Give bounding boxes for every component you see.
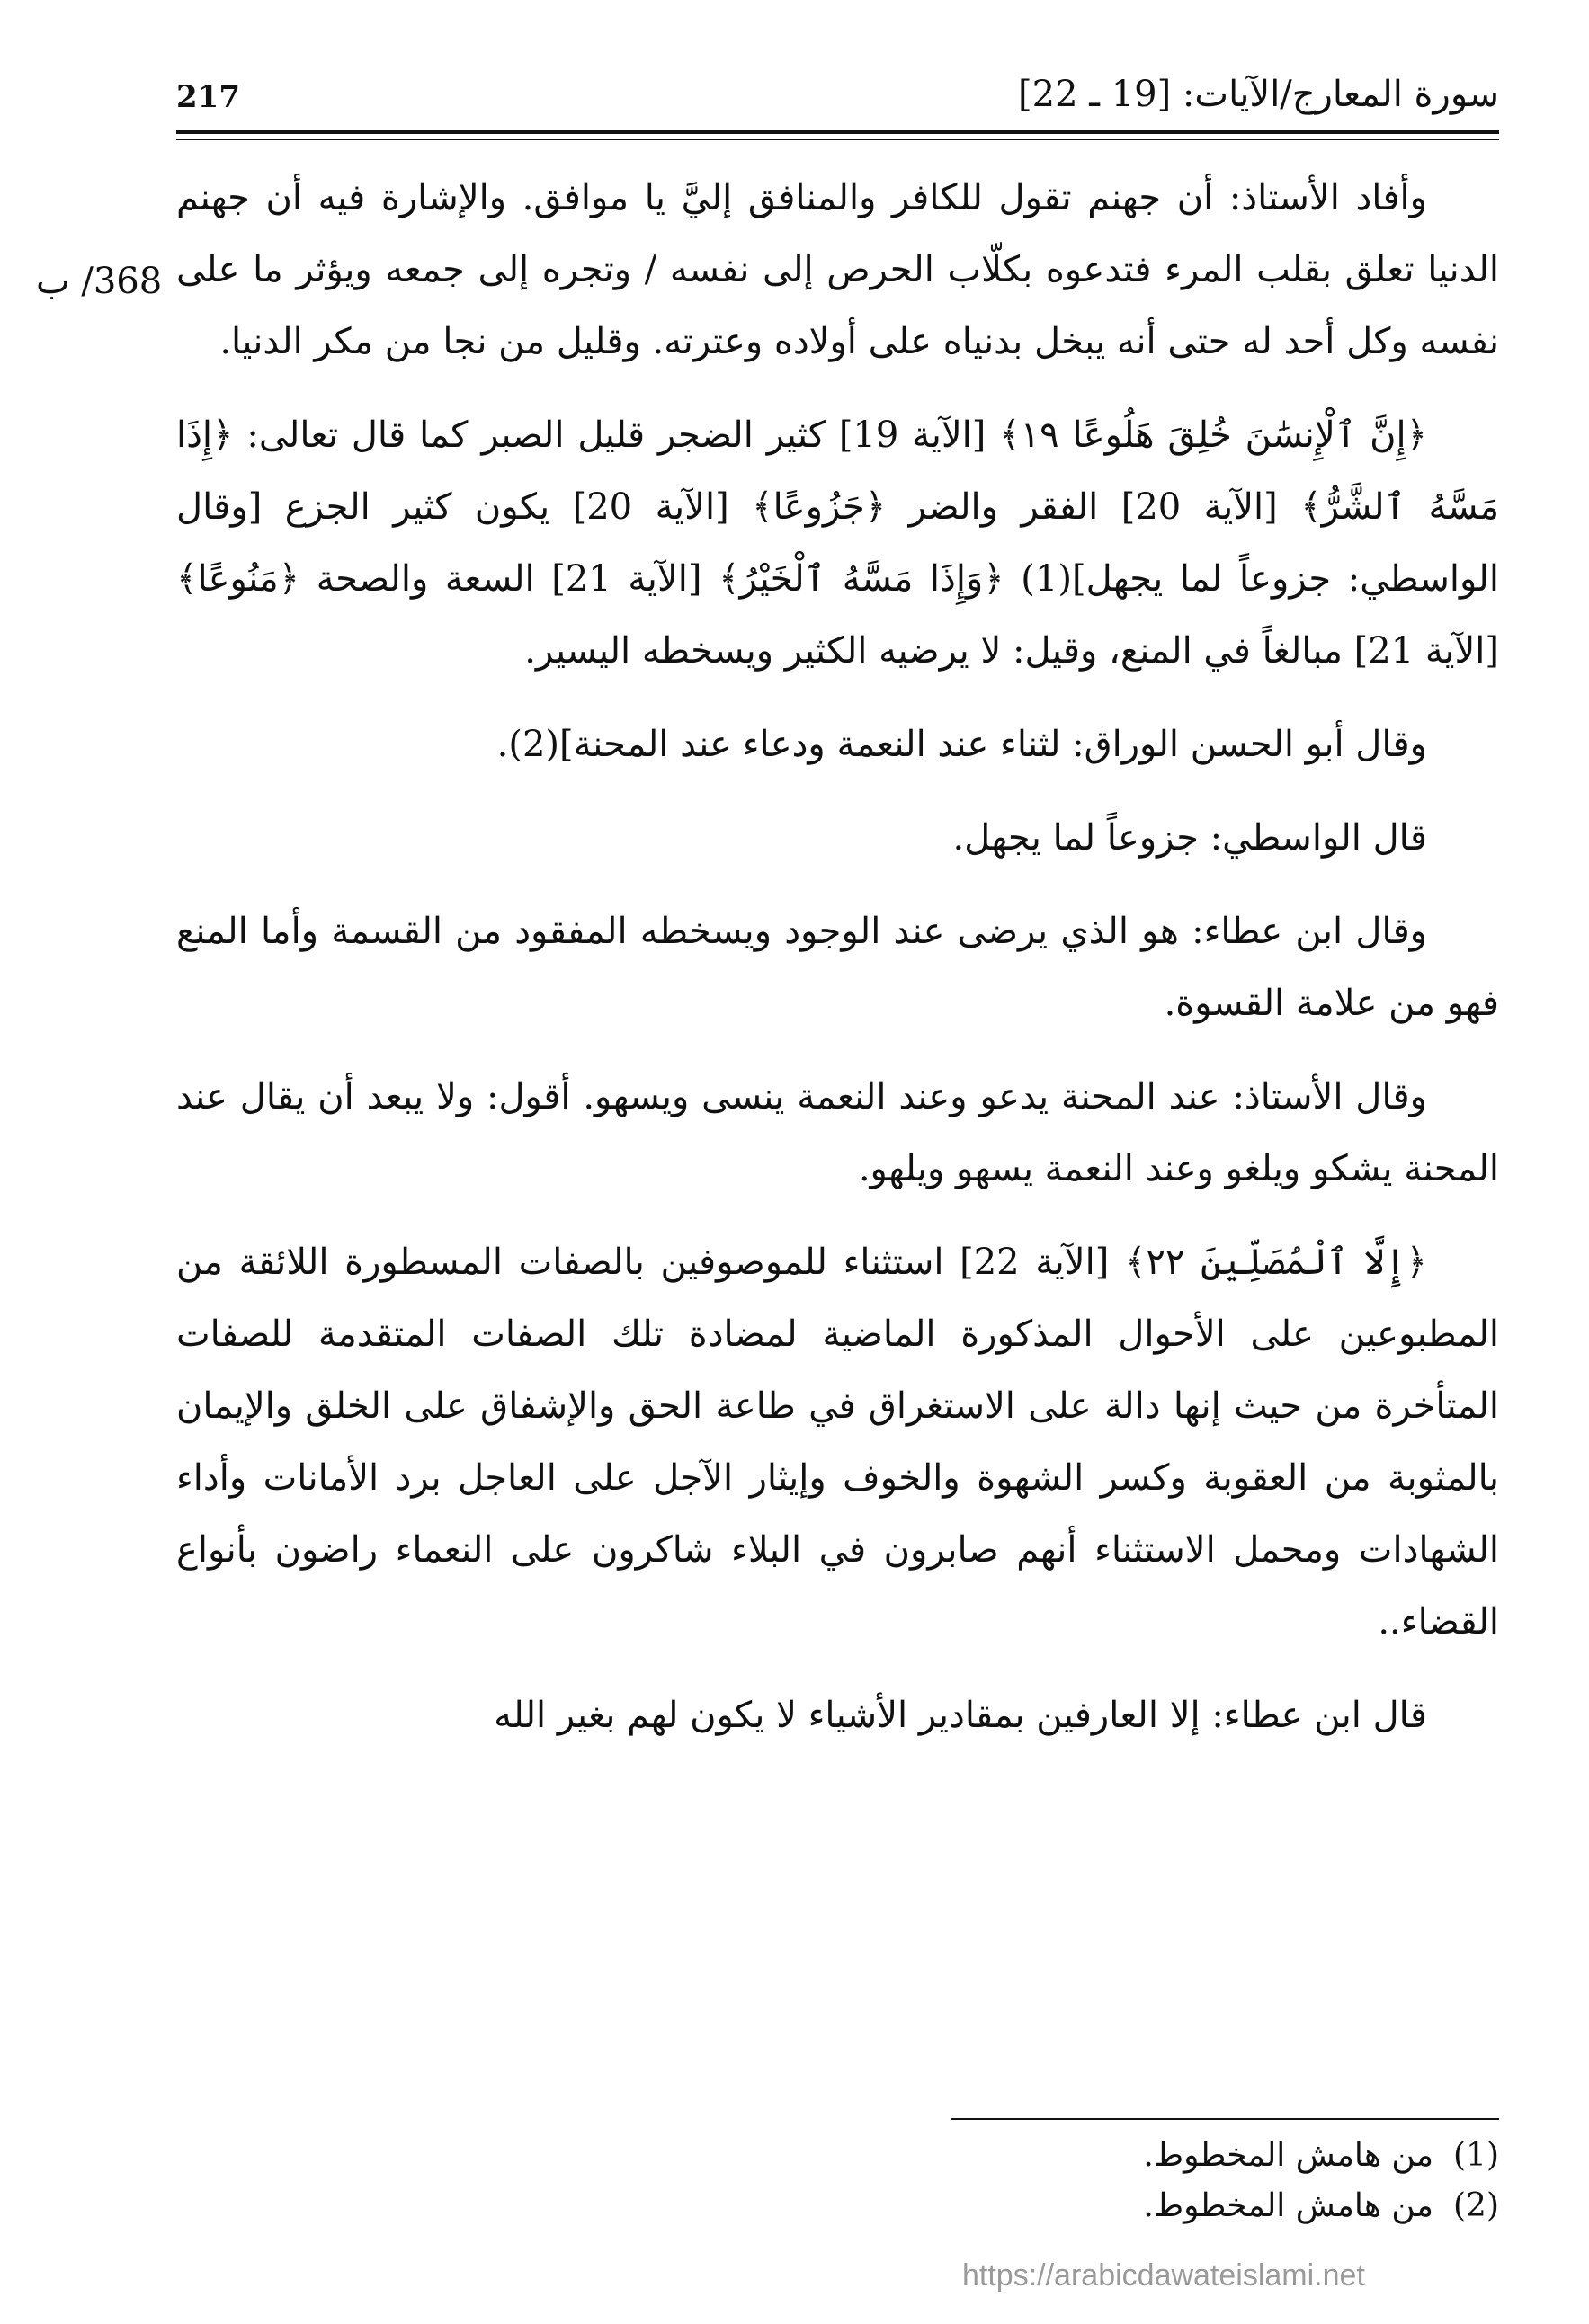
footnote <box>780 2131 1499 2181</box>
running-header-title: سورة المعارج/الآيات: [19 ـ 22] <box>1018 74 1499 115</box>
paragraph: قال الواسطي: جزوعاً لما يجهل. <box>952 817 1427 859</box>
paragraph: وقال ابن عطاء: هو الذي يرضى عند الوجود ويسخطه المفقود من القسمة وأما المنع فهو من علامة القسوة. <box>176 911 1499 1024</box>
footnote-number: (2) <box>1453 2187 1499 2224</box>
header-rule-thin <box>176 139 1499 140</box>
paragraph: ﴿إِلَّا ٱلْمُصَلِّينَ ٢٢﴾ [الآية 22] استثناء للموصوفين بالصفات المسطورة اللائقة من المطبوعين على الأحوال المذكورة الماضية لمضادة تلك الصفات المتقدمة للصفات المتأخرة من حيث إنها دالة على الاستغراق في طاعة الحق والإشفاق على الخلق والإيمان بالمثوبة من العقوبة وكسر الشهوة والخوف وإيثار الآجل على العاجل برد الأمانات وأداء الشهادات ومحمل الاستثناء أنهم صابرون في البلاء شاكرون على النعماء راضون بأنواع القضاء.. <box>176 1242 1499 1643</box>
header-rule <box>176 130 1499 134</box>
page-number: 217 <box>176 79 240 115</box>
footnote <box>780 2181 1499 2231</box>
footnote-text: من هامش المخطوط. <box>1143 2187 1433 2224</box>
watermark-url: https://arabicdawateislami.net <box>962 2258 1365 2293</box>
manuscript-folio-note: 368/ ب <box>36 261 163 302</box>
paragraph: وقال أبو الحسن الوراق: لثناء عند النعمة ودعاء عند المحنة](2). <box>496 724 1427 765</box>
paragraph: وأفاد الأستاذ: أن جهنم تقول للكافر والمنافق إليَّ يا موافق. والإشارة فيه أن جهنم الدنيا تعلق بقلب المرء فتدعوه بكلّاب الحرص إلى نفسه / وتجره إلى جمعه ويؤثر ما على نفسه وكل أحد له حتى أنه يبخل بدنياه على أولاده وعترته. وقليل من نجا من مكر الدنيا. <box>176 177 1499 362</box>
paragraph: قال ابن عطاء: إلا العارفين بمقادير الأشياء لا يكون لهم بغير الله <box>494 1695 1427 1736</box>
footnotes <box>780 2131 1499 2231</box>
footnote-number: (1) <box>1453 2137 1499 2174</box>
footnote-text: من هامش المخطوط. <box>1143 2137 1433 2174</box>
paragraph: وقال الأستاذ: عند المحنة يدعو وعند النعمة ينسى ويسهو. أقول: ولا يبعد أن يقال عند المحنة يشكو ويلغو وعند النعمة يسهو ويلهو. <box>176 1076 1499 1189</box>
footnote-divider <box>951 2118 1499 2120</box>
body-text <box>176 162 1499 1773</box>
paragraph: ﴿إِنَّ ٱلْإِنسَٰنَ خُلِقَ هَلُوعًا ١٩﴾ [الآية 19] كثير الضجر قليل الصبر كما قال تعالى: ﴿إِذَا مَسَّهُ ٱلشَّرُّ﴾ [الآية 20] الفقر والضر ﴿جَزُوعًا﴾ [الآية 20] يكون كثير الجزع [وقال الواسطي: جزوعاً لما يجهل](1) ﴿وَإِذَا مَسَّهُ ٱلْخَيْرُ﴾ [الآية 21] السعة والصحة ﴿مَنُوعًا﴾ [الآية 21] مبالغاً في المنع، وقيل: لا يرضيه الكثير ويسخطه اليسير. <box>176 414 1500 672</box>
